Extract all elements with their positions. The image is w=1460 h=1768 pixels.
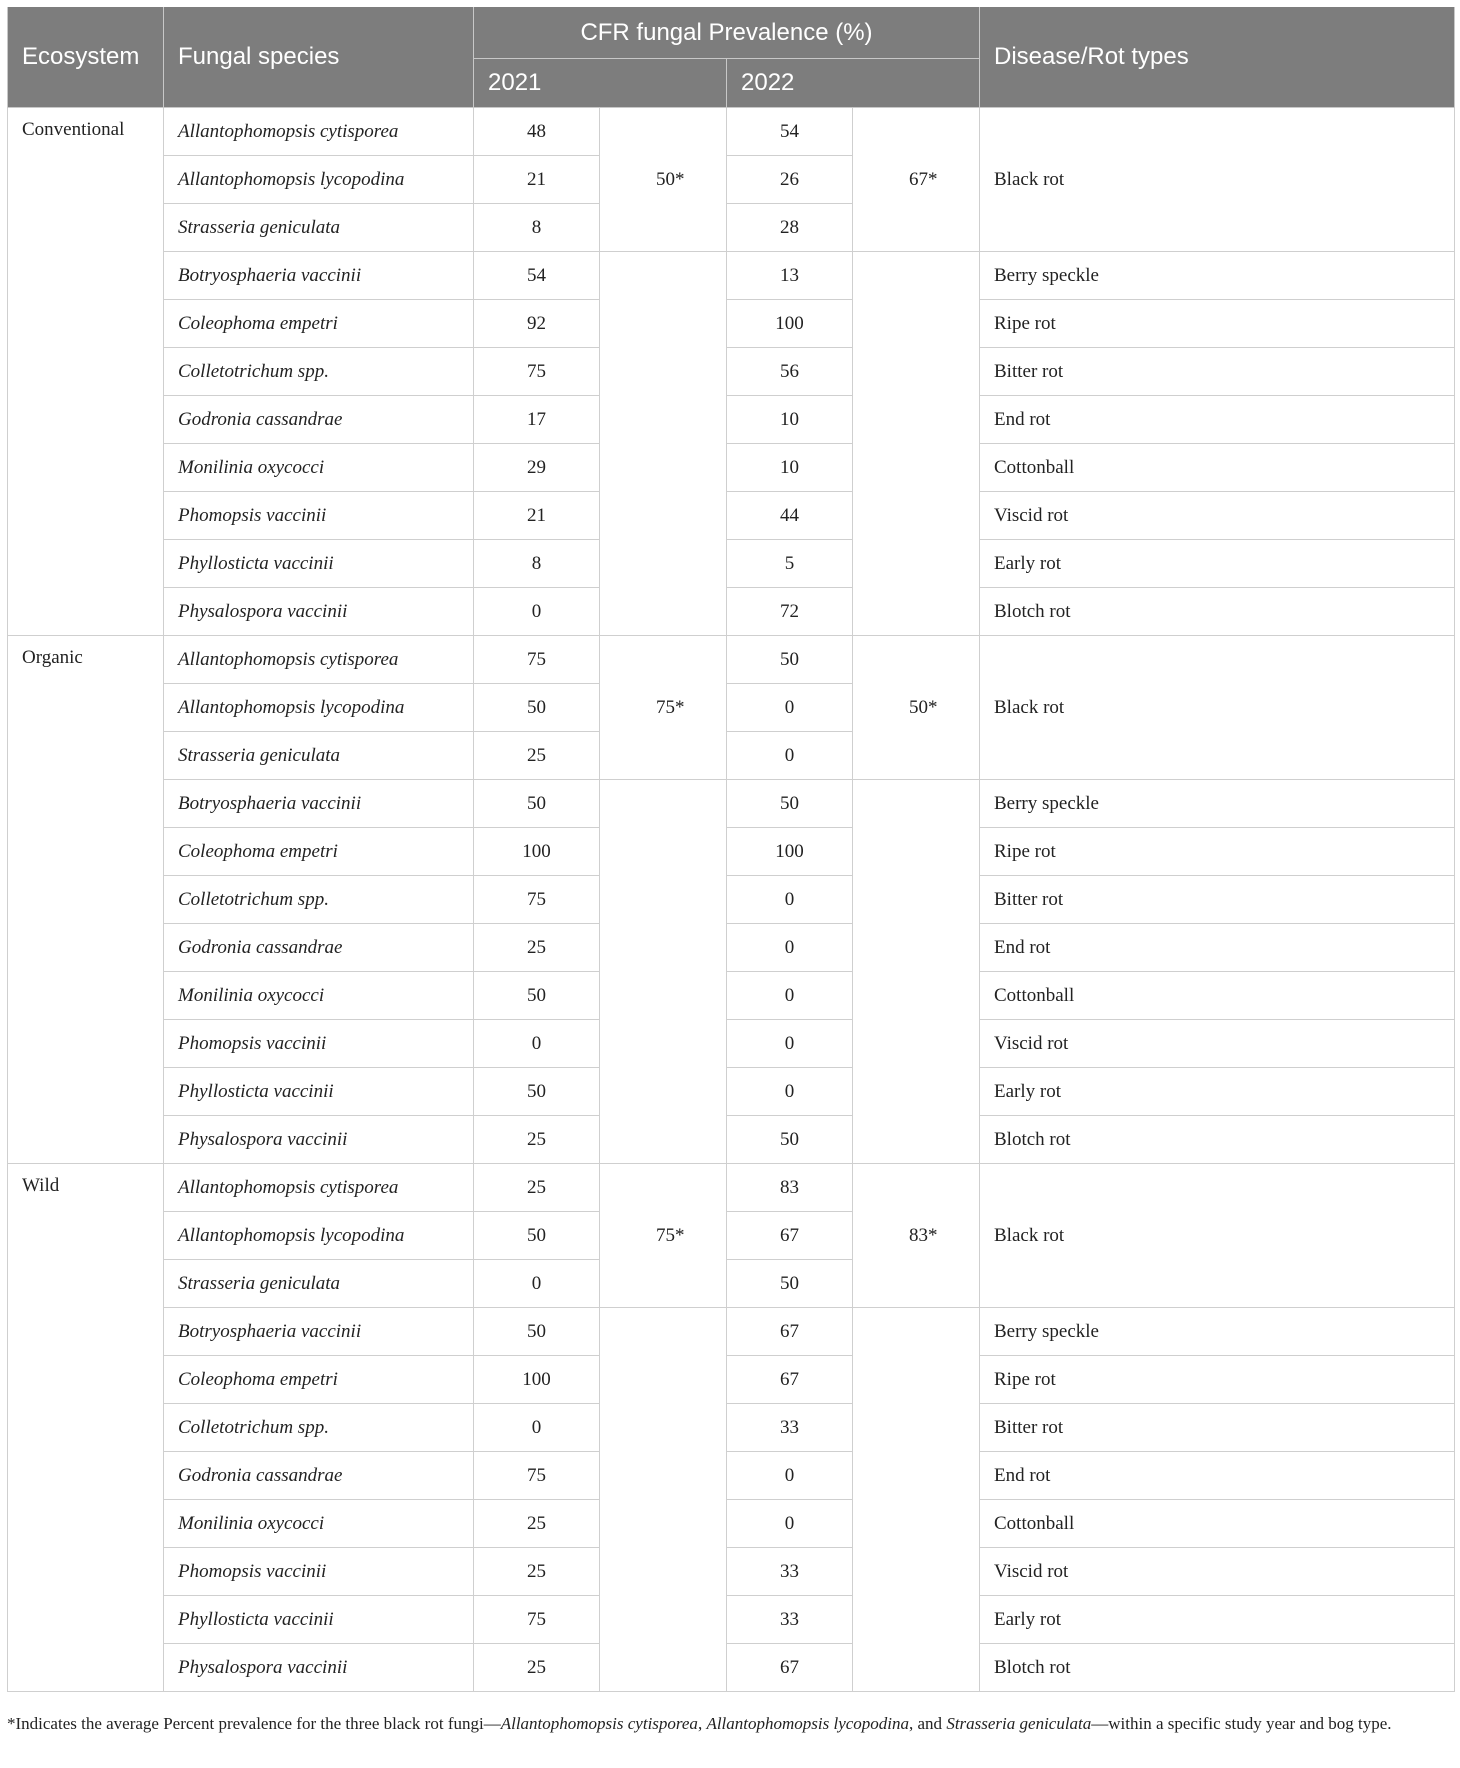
disease-cell: Cottonball xyxy=(980,1500,1455,1548)
species-cell: Monilinia oxycocci xyxy=(164,972,474,1020)
value-2022-cell: 67 xyxy=(727,1212,853,1260)
disease-cell: Early rot xyxy=(980,540,1455,588)
value-2022-cell: 0 xyxy=(727,1500,853,1548)
value-2021-cell: 75 xyxy=(474,636,600,684)
value-2022-cell: 0 xyxy=(727,1020,853,1068)
value-2021-cell: 25 xyxy=(474,1500,600,1548)
avg-2022-empty xyxy=(853,780,980,1164)
value-2021-cell: 75 xyxy=(474,876,600,924)
table-row xyxy=(8,300,1455,348)
value-2021-cell: 29 xyxy=(474,444,600,492)
species-cell: Allantophomopsis lycopodina xyxy=(164,156,474,204)
disease-cell: End rot xyxy=(980,924,1455,972)
value-2022-cell: 50 xyxy=(727,780,853,828)
footnote-suffix: —within a specific study year and bog type. xyxy=(1091,1714,1392,1733)
species-cell: Monilinia oxycocci xyxy=(164,1500,474,1548)
disease-cell: Blotch rot xyxy=(980,1116,1455,1164)
avg-2022-empty xyxy=(853,252,980,636)
table-row xyxy=(8,876,1455,924)
value-2022-cell: 100 xyxy=(727,828,853,876)
table-header xyxy=(8,7,1455,108)
species-cell: Physalospora vaccinii xyxy=(164,1644,474,1692)
value-2021-cell: 50 xyxy=(474,1212,600,1260)
table-row xyxy=(8,396,1455,444)
value-2021-cell: 17 xyxy=(474,396,600,444)
value-2021-cell: 50 xyxy=(474,1308,600,1356)
table-row xyxy=(8,1644,1455,1692)
disease-cell: Blotch rot xyxy=(980,1644,1455,1692)
value-2022-cell: 83 xyxy=(727,1164,853,1212)
species-cell: Strasseria geniculata xyxy=(164,732,474,780)
species-cell: Phomopsis vaccinii xyxy=(164,1020,474,1068)
disease-cell: End rot xyxy=(980,396,1455,444)
species-cell: Physalospora vaccinii xyxy=(164,1116,474,1164)
ecosystem-cell: Wild xyxy=(8,1164,164,1692)
species-cell: Botryosphaeria vaccinii xyxy=(164,1308,474,1356)
value-2021-cell: 75 xyxy=(474,1596,600,1644)
species-cell: Allantophomopsis cytisporea xyxy=(164,108,474,156)
species-cell: Physalospora vaccinii xyxy=(164,588,474,636)
species-cell: Colletotrichum spp. xyxy=(164,348,474,396)
value-2022-cell: 33 xyxy=(727,1548,853,1596)
table-row xyxy=(8,828,1455,876)
disease-cell: Black rot xyxy=(980,108,1455,252)
disease-cell: Bitter rot xyxy=(980,876,1455,924)
footnote-species-1: Allantophomopsis cytisporea xyxy=(500,1714,698,1733)
table-row xyxy=(8,780,1455,828)
footnote-sep-2: , and xyxy=(909,1714,947,1733)
value-2021-cell: 25 xyxy=(474,1164,600,1212)
value-2021-cell: 48 xyxy=(474,108,600,156)
species-cell: Colletotrichum spp. xyxy=(164,876,474,924)
value-2022-cell: 72 xyxy=(727,588,853,636)
table-row xyxy=(8,540,1455,588)
value-2021-cell: 75 xyxy=(474,1452,600,1500)
species-cell: Botryosphaeria vaccinii xyxy=(164,780,474,828)
value-2021-cell: 21 xyxy=(474,492,600,540)
value-2021-cell: 0 xyxy=(474,1020,600,1068)
table-row xyxy=(8,1404,1455,1452)
species-cell: Strasseria geniculata xyxy=(164,1260,474,1308)
table-row xyxy=(8,1164,1455,1212)
table-row xyxy=(8,924,1455,972)
disease-cell: Cottonball xyxy=(980,972,1455,1020)
disease-cell: Blotch rot xyxy=(980,588,1455,636)
avg-2021-empty xyxy=(600,780,727,1164)
value-2022-cell: 100 xyxy=(727,300,853,348)
disease-cell: Berry speckle xyxy=(980,1308,1455,1356)
disease-cell: End rot xyxy=(980,1452,1455,1500)
species-cell: Botryosphaeria vaccinii xyxy=(164,252,474,300)
black-rot-avg-2021: 75* xyxy=(600,636,727,780)
value-2021-cell: 25 xyxy=(474,1644,600,1692)
table-row xyxy=(8,636,1455,684)
value-2022-cell: 0 xyxy=(727,1068,853,1116)
species-cell: Allantophomopsis lycopodina xyxy=(164,684,474,732)
table-row xyxy=(8,108,1455,156)
footnote-species-2: Allantophomopsis lycopodina xyxy=(706,1714,910,1733)
value-2022-cell: 50 xyxy=(727,1116,853,1164)
species-cell: Coleophoma empetri xyxy=(164,300,474,348)
value-2022-cell: 33 xyxy=(727,1596,853,1644)
table-row xyxy=(8,1452,1455,1500)
footnote-prefix: *Indicates the average Percent prevalence for the three black rot fungi— xyxy=(7,1714,501,1733)
ecosystem-cell: Organic xyxy=(8,636,164,1164)
value-2022-cell: 67 xyxy=(727,1644,853,1692)
value-2021-cell: 100 xyxy=(474,828,600,876)
table-row xyxy=(8,1308,1455,1356)
value-2022-cell: 10 xyxy=(727,444,853,492)
header-year-2022: 2022 xyxy=(727,59,980,108)
value-2021-cell: 25 xyxy=(474,924,600,972)
disease-cell: Black rot xyxy=(980,1164,1455,1308)
value-2021-cell: 8 xyxy=(474,204,600,252)
value-2022-cell: 5 xyxy=(727,540,853,588)
table-row xyxy=(8,1500,1455,1548)
value-2022-cell: 28 xyxy=(727,204,853,252)
black-rot-avg-2022: 50* xyxy=(853,636,980,780)
species-cell: Phyllosticta vaccinii xyxy=(164,540,474,588)
table-row xyxy=(8,972,1455,1020)
value-2021-cell: 0 xyxy=(474,1404,600,1452)
disease-cell: Early rot xyxy=(980,1068,1455,1116)
footnote-sep-1: , xyxy=(697,1714,707,1733)
table-container xyxy=(7,7,1454,1692)
table-row xyxy=(8,1356,1455,1404)
species-cell: Allantophomopsis cytisporea xyxy=(164,1164,474,1212)
species-cell: Allantophomopsis lycopodina xyxy=(164,1212,474,1260)
value-2021-cell: 0 xyxy=(474,1260,600,1308)
value-2022-cell: 50 xyxy=(727,636,853,684)
value-2022-cell: 44 xyxy=(727,492,853,540)
table-footnote xyxy=(7,1712,1454,1736)
prevalence-table xyxy=(7,7,1455,1692)
species-cell: Coleophoma empetri xyxy=(164,828,474,876)
value-2022-cell: 10 xyxy=(727,396,853,444)
disease-cell: Berry speckle xyxy=(980,252,1455,300)
ecosystem-cell: Conventional xyxy=(8,108,164,636)
value-2022-cell: 67 xyxy=(727,1356,853,1404)
species-cell: Godronia cassandrae xyxy=(164,924,474,972)
table-row xyxy=(8,588,1455,636)
species-cell: Phyllosticta vaccinii xyxy=(164,1068,474,1116)
disease-cell: Ripe rot xyxy=(980,828,1455,876)
table-row xyxy=(8,348,1455,396)
table-row xyxy=(8,1596,1455,1644)
value-2022-cell: 0 xyxy=(727,684,853,732)
value-2022-cell: 56 xyxy=(727,348,853,396)
value-2021-cell: 50 xyxy=(474,972,600,1020)
value-2021-cell: 50 xyxy=(474,780,600,828)
species-cell: Colletotrichum spp. xyxy=(164,1404,474,1452)
value-2022-cell: 33 xyxy=(727,1404,853,1452)
value-2021-cell: 0 xyxy=(474,588,600,636)
value-2021-cell: 50 xyxy=(474,1068,600,1116)
table-row xyxy=(8,1548,1455,1596)
disease-cell: Viscid rot xyxy=(980,1020,1455,1068)
disease-cell: Berry speckle xyxy=(980,780,1455,828)
header-fungal-species: Fungal species xyxy=(164,7,474,108)
species-cell: Strasseria geniculata xyxy=(164,204,474,252)
species-cell: Phomopsis vaccinii xyxy=(164,492,474,540)
table-row xyxy=(8,492,1455,540)
value-2021-cell: 25 xyxy=(474,732,600,780)
black-rot-avg-2021: 50* xyxy=(600,108,727,252)
table-row xyxy=(8,1116,1455,1164)
species-cell: Phyllosticta vaccinii xyxy=(164,1596,474,1644)
value-2022-cell: 0 xyxy=(727,972,853,1020)
value-2021-cell: 100 xyxy=(474,1356,600,1404)
value-2021-cell: 50 xyxy=(474,684,600,732)
avg-2021-empty xyxy=(600,252,727,636)
value-2022-cell: 0 xyxy=(727,876,853,924)
value-2022-cell: 13 xyxy=(727,252,853,300)
value-2022-cell: 26 xyxy=(727,156,853,204)
disease-cell: Black rot xyxy=(980,636,1455,780)
disease-cell: Ripe rot xyxy=(980,1356,1455,1404)
black-rot-avg-2022: 83* xyxy=(853,1164,980,1308)
disease-cell: Ripe rot xyxy=(980,300,1455,348)
header-prevalence: CFR fungal Prevalence (%) xyxy=(474,7,980,59)
value-2021-cell: 54 xyxy=(474,252,600,300)
avg-2021-empty xyxy=(600,1308,727,1692)
disease-cell: Viscid rot xyxy=(980,492,1455,540)
disease-cell: Bitter rot xyxy=(980,348,1455,396)
species-cell: Allantophomopsis cytisporea xyxy=(164,636,474,684)
table-row xyxy=(8,444,1455,492)
black-rot-avg-2022: 67* xyxy=(853,108,980,252)
value-2022-cell: 50 xyxy=(727,1260,853,1308)
value-2022-cell: 54 xyxy=(727,108,853,156)
value-2022-cell: 0 xyxy=(727,732,853,780)
species-cell: Godronia cassandrae xyxy=(164,396,474,444)
value-2021-cell: 21 xyxy=(474,156,600,204)
header-year-2021: 2021 xyxy=(474,59,727,108)
table-row xyxy=(8,252,1455,300)
value-2021-cell: 25 xyxy=(474,1116,600,1164)
value-2021-cell: 25 xyxy=(474,1548,600,1596)
value-2022-cell: 67 xyxy=(727,1308,853,1356)
value-2021-cell: 8 xyxy=(474,540,600,588)
header-disease-rot-types: Disease/Rot types xyxy=(980,7,1455,108)
black-rot-avg-2021: 75* xyxy=(600,1164,727,1308)
disease-cell: Early rot xyxy=(980,1596,1455,1644)
header-ecosystem: Ecosystem xyxy=(8,7,164,108)
footnote-species-3: Strasseria geniculata xyxy=(946,1714,1092,1733)
species-cell: Coleophoma empetri xyxy=(164,1356,474,1404)
disease-cell: Viscid rot xyxy=(980,1548,1455,1596)
avg-2022-empty xyxy=(853,1308,980,1692)
species-cell: Phomopsis vaccinii xyxy=(164,1548,474,1596)
disease-cell: Cottonball xyxy=(980,444,1455,492)
value-2021-cell: 75 xyxy=(474,348,600,396)
species-cell: Godronia cassandrae xyxy=(164,1452,474,1500)
table-row xyxy=(8,1068,1455,1116)
disease-cell: Bitter rot xyxy=(980,1404,1455,1452)
table-body xyxy=(8,108,1455,1692)
value-2022-cell: 0 xyxy=(727,1452,853,1500)
table-row xyxy=(8,1020,1455,1068)
value-2021-cell: 92 xyxy=(474,300,600,348)
value-2022-cell: 0 xyxy=(727,924,853,972)
species-cell: Monilinia oxycocci xyxy=(164,444,474,492)
